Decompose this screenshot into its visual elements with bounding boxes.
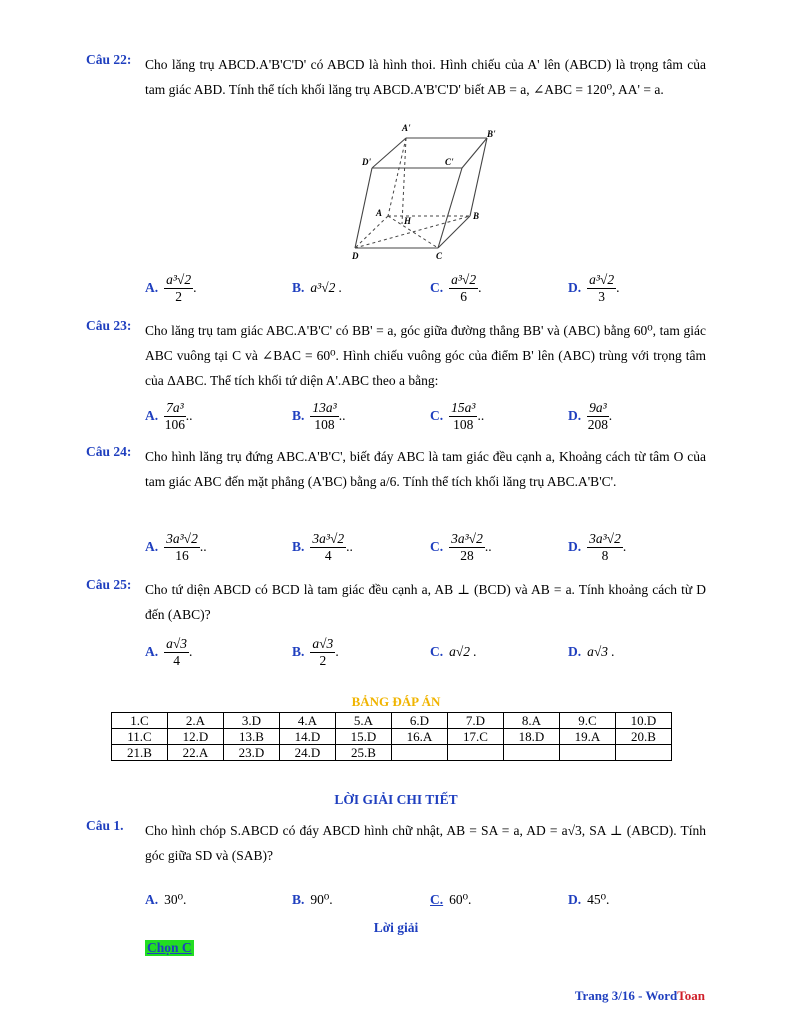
- table-cell: [560, 745, 616, 761]
- table-cell: 16.A: [392, 729, 448, 745]
- answer-table-title: BẢNG ĐÁP ÁN: [351, 694, 441, 709]
- option-a[interactable]: A. $\frac{\text{a³√2}}{2}$ .: [145, 271, 197, 304]
- answer-table: [111, 712, 672, 761]
- table-cell: [448, 745, 504, 761]
- question-25: [86, 577, 706, 627]
- question-25-options: [145, 632, 705, 672]
- question-24: [86, 444, 706, 494]
- option-c[interactable]: C. $\frac{\text{a³√2}}{6}$ .: [430, 271, 482, 304]
- table-cell: 11.C: [112, 729, 168, 745]
- option-c[interactable]: C. $\frac{\text{3a³√2}}{28}$ ..: [430, 530, 492, 563]
- option-c[interactable]: C. $\frac{\text{15a³}}{108}$ ..: [430, 399, 485, 432]
- option-b[interactable]: B. 90⁰.: [292, 892, 333, 907]
- solution-title: LỜI GIẢI CHI TIẾT: [334, 792, 458, 807]
- question-label: Câu 24:: [86, 444, 132, 459]
- option-d[interactable]: D. $\frac{\text{a³√2}}{3}$ .: [568, 271, 620, 304]
- table-cell: 8.A: [504, 713, 560, 729]
- table-cell: [504, 745, 560, 761]
- table-cell: 10.D: [616, 713, 672, 729]
- option-b[interactable]: B. $\frac{a√3}{2}$ .: [292, 635, 339, 668]
- page-number: Trang 3/16 -: [574, 988, 646, 1003]
- label-c-prime: C': [445, 157, 454, 167]
- table-cell: 9.C: [560, 713, 616, 729]
- label-a: A: [376, 208, 383, 218]
- question-label: Câu 23:: [86, 318, 132, 333]
- question-label: Câu 22:: [86, 52, 132, 67]
- table-cell: [392, 745, 448, 761]
- option-d[interactable]: D. $\frac{\text{9a³}}{208}$ .: [568, 399, 613, 432]
- option-b[interactable]: B. $\frac{\text{3a³√2}}{4}$ ..: [292, 530, 353, 563]
- brand-toan: Toan: [677, 988, 705, 1003]
- label-h: H: [404, 216, 412, 226]
- table-cell: 6.D: [392, 713, 448, 729]
- table-cell: 7.D: [448, 713, 504, 729]
- table-cell: 2.A: [168, 713, 224, 729]
- table-cell: 13.B: [224, 729, 280, 745]
- question-text: Cho lăng trụ ABCD.A'B'C'D' có ABCD là hình thoi. Hình chiếu của A' lên (ABCD) là trọng tâm của tam giác ABD. Tính thể tích khối lăng trụ ABCD.A'B'C'D' biết AB = a, ∠ABC = 120⁰, AA' = a.: [145, 57, 706, 97]
- table-row: [112, 713, 672, 729]
- chon-answer-badge: Chọn C: [147, 940, 192, 955]
- table-row: [112, 729, 672, 745]
- table-cell: 19.A: [560, 729, 616, 745]
- question-22: [86, 52, 706, 102]
- label-c: C: [436, 251, 443, 261]
- option-c[interactable]: C. a√2 .: [430, 644, 477, 659]
- table-cell: 15.D: [336, 729, 392, 745]
- table-cell: 25.B: [336, 745, 392, 761]
- table-cell: 22.A: [168, 745, 224, 761]
- option-d[interactable]: D. 45⁰.: [568, 892, 610, 907]
- table-cell: 12.D: [168, 729, 224, 745]
- prism-figure: [340, 120, 500, 266]
- label-b-prime: B': [487, 129, 496, 139]
- question-23-options: [145, 396, 705, 436]
- table-cell: 4.A: [280, 713, 336, 729]
- table-cell: 23.D: [224, 745, 280, 761]
- table-cell: 24.D: [280, 745, 336, 761]
- question-text: Cho lăng trụ tam giác ABC.A'B'C' có BB' = a, góc giữa đường thẳng BB' và (ABC) bằng 60⁰, tam giác ABC vuông tại C và ∠BAC = 60⁰. Hình chiếu vuông góc của điểm B' lên (ABC) trùng với trọng tâm của ΔABC. Thể tích khối tứ diện A'.ABC theo a bằng:: [145, 323, 706, 388]
- page-footer: [575, 988, 705, 1004]
- loi-giai-heading: Lời giải: [373, 920, 419, 935]
- label-d: D: [352, 251, 359, 261]
- option-d[interactable]: D. a√3 .: [568, 644, 615, 659]
- question-text: Cho tứ diện ABCD có BCD là tam giác đều cạnh a, AB ⊥ (BCD) và AB = a. Tính khoảng cách từ D đến (ABC)?: [145, 582, 706, 622]
- brand-word: Word: [645, 988, 678, 1003]
- table-cell: 20.B: [616, 729, 672, 745]
- option-a[interactable]: A. 30⁰.: [145, 892, 187, 907]
- question-text: Cho hình lăng trụ đứng ABC.A'B'C', biết đáy ABC là tam giác đều cạnh a, Khoảng cách từ tâm O của tam giác ABC đến mặt phẳng (A'BC) bằng a/6. Tính thể tích khối lăng trụ ABC.A'B'C'.: [145, 449, 706, 489]
- table-cell: 17.C: [448, 729, 504, 745]
- option-b[interactable]: B. $\frac{\text{13a³}}{108}$ ..: [292, 399, 346, 432]
- solution-question-1: [86, 818, 706, 868]
- question-label: Câu 1.: [86, 818, 124, 833]
- option-a[interactable]: A. $\frac{\text{7a³}}{106}$ ..: [145, 399, 193, 432]
- option-b[interactable]: B. a³√2 .: [292, 280, 343, 295]
- table-cell: 5.A: [336, 713, 392, 729]
- table-cell: 14.D: [280, 729, 336, 745]
- table-cell: [616, 745, 672, 761]
- table-cell: 18.D: [504, 729, 560, 745]
- option-d[interactable]: D. $\frac{\text{3a³√2}}{8}$ .: [568, 530, 627, 563]
- label-d-prime: D': [362, 157, 371, 167]
- solution-1-options: [145, 880, 705, 920]
- label-b: B: [473, 211, 480, 221]
- question-22-options: [145, 268, 705, 308]
- question-23: [86, 318, 706, 393]
- label-a-prime: A': [402, 123, 411, 133]
- question-text: Cho hình chóp S.ABCD có đáy ABCD hình chữ nhật, AB = SA = a, AD = a√3, SA ⊥ (ABCD). Tính góc giữa SD và (SAB)?: [145, 823, 706, 863]
- table-cell: 3.D: [224, 713, 280, 729]
- table-cell: 21.B: [112, 745, 168, 761]
- option-a[interactable]: A. $\frac{\text{3a³√2}}{16}$ ..: [145, 530, 207, 563]
- table-row: [112, 745, 672, 761]
- table-cell: 1.C: [112, 713, 168, 729]
- question-24-options: [145, 527, 705, 567]
- question-label: Câu 25:: [86, 577, 132, 592]
- option-a[interactable]: A. $\frac{a√3}{4}$ .: [145, 635, 193, 668]
- option-c[interactable]: C. 60⁰.: [430, 892, 472, 907]
